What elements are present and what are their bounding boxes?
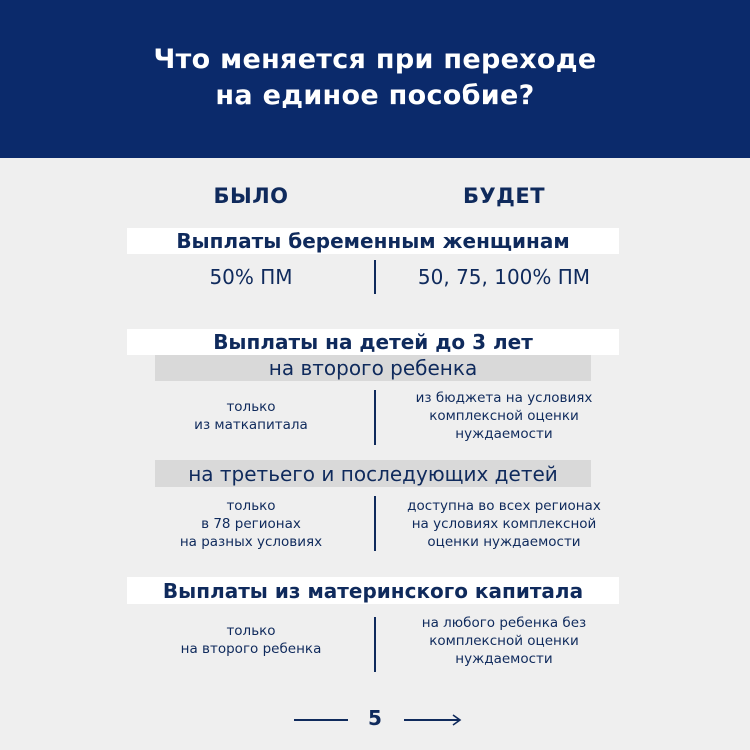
page-title: Что меняется при переходе на единое пособие? (153, 44, 597, 111)
section-title-pregnant: Выплаты беременным женщинам (127, 228, 619, 254)
column-divider (374, 260, 376, 294)
subsection-title-second-child: на второго ребенка (155, 355, 591, 381)
subsection-title-third-child: на третьего и последующих детей (155, 460, 591, 487)
cell-before-third-child: только в 78 регионах на разных условиях (179, 498, 323, 550)
cell-after-second-child: из бюджета на условиях комплексной оценки нуждаемости (415, 390, 593, 442)
column-divider (374, 617, 376, 672)
arrow-right-icon (404, 712, 462, 728)
header-banner (0, 0, 750, 158)
column-divider (374, 496, 376, 551)
cell-before-maternity-capital: только на второго ребенка (180, 623, 322, 657)
cell-after-maternity-capital: на любого ребенка без комплексной оценки нуждаемости (421, 615, 587, 667)
cell-before-pregnant: 50% ПМ (209, 265, 293, 289)
page-number: 5 (368, 706, 382, 730)
section-title-maternity-capital: Выплаты из материнского капитала (127, 577, 619, 604)
cell-after-pregnant: 50, 75, 100% ПМ (417, 265, 591, 289)
column-heading-after: БУДЕТ (462, 184, 546, 208)
column-divider (374, 390, 376, 445)
footer-line (294, 719, 348, 721)
cell-before-second-child: только из маткапитала (194, 399, 308, 433)
column-heading-before: БЫЛО (213, 184, 289, 208)
section-title-children-under-3: Выплаты на детей до 3 лет (127, 329, 619, 355)
cell-after-third-child: доступна во всех регионах на условиях комплексной оценки нуждаемости (407, 498, 601, 550)
